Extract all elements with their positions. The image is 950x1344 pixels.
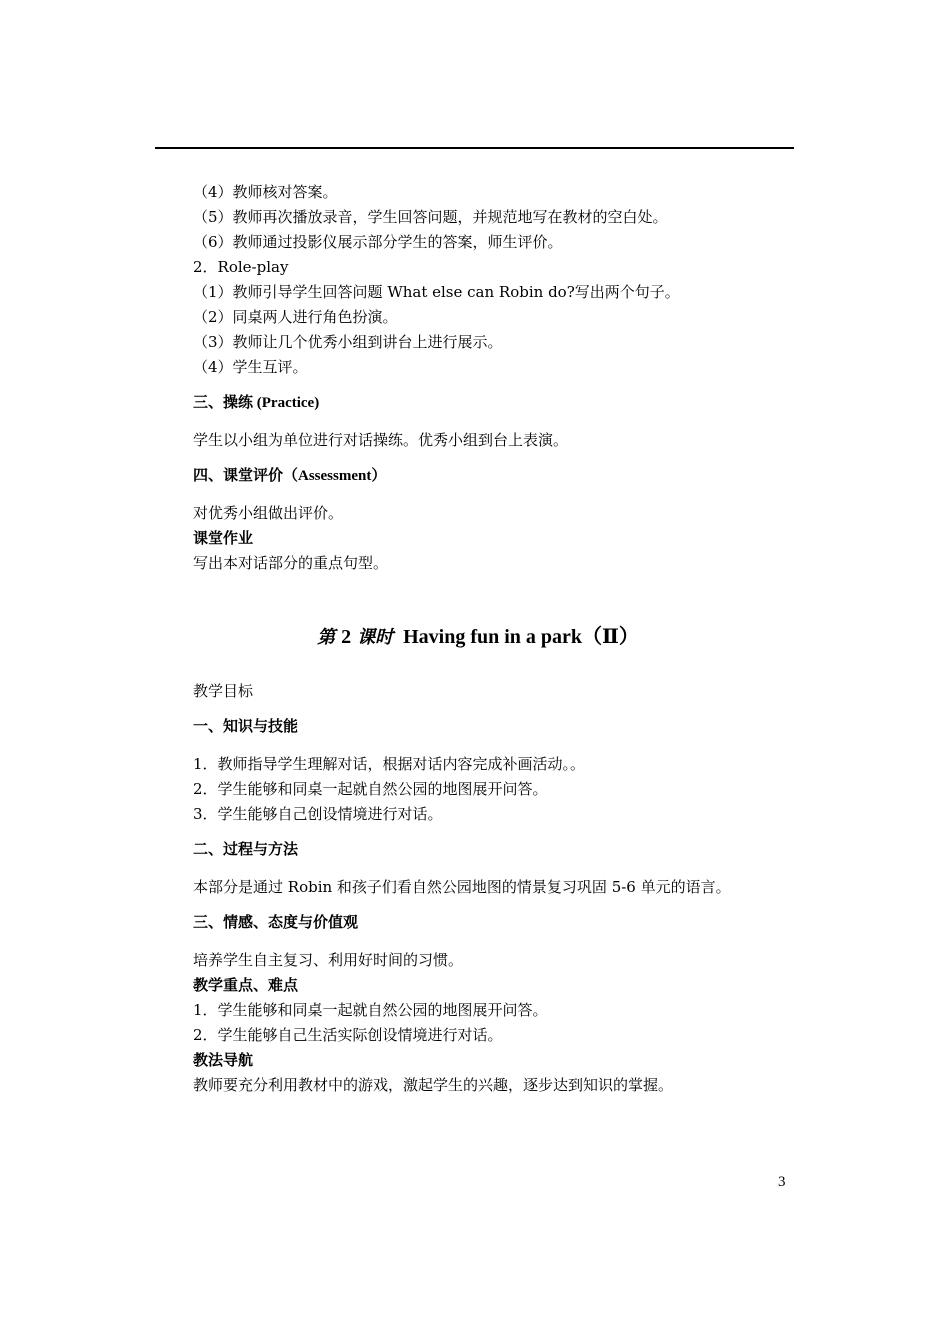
- page-number: 3: [778, 1174, 786, 1190]
- key-points-heading: 教学重点、难点: [193, 976, 299, 994]
- step-line: （2）同桌两人进行角色扮演。: [193, 308, 398, 326]
- method-text: 教师要充分利用教材中的游戏，激起学生的兴趣，逐步达到知识的掌握。: [193, 1076, 674, 1094]
- homework-heading: 课堂作业: [193, 529, 254, 547]
- process-text: 本部分是通过 Robin 和孩子们看自然公园地图的情景复习巩固 5-6 单元的语言。: [193, 878, 731, 896]
- step-line: （6）教师通过投影仪展示部分学生的答案，师生评价。: [193, 233, 563, 251]
- emotion-text: 培养学生自主复习、利用好时间的习惯。: [193, 951, 464, 969]
- method-heading: 教法导航: [193, 1051, 254, 1069]
- practice-text: 学生以小组为单位进行对话操练。优秀小组到台上表演。: [193, 431, 569, 449]
- step-line: （4）教师核对答案。: [193, 183, 338, 201]
- step-line: 2．Role-play: [193, 258, 289, 276]
- objectives-label: 教学目标: [193, 682, 254, 700]
- document-body: [193, 180, 793, 1098]
- list-item: 3．学生能够自己创设情境进行对话。: [193, 805, 443, 823]
- assessment-text: 对优秀小组做出评价。: [193, 504, 344, 522]
- list-item: 2．学生能够和同桌一起就自然公园的地图展开问答。: [193, 780, 548, 798]
- assessment-heading: 四、课堂评价（Assessment）: [193, 466, 387, 484]
- step-line: （1）教师引导学生回答问题 What else can Robin do?写出两个句子。: [193, 283, 680, 301]
- emotion-heading: 三、情感、态度与价值观: [193, 913, 359, 931]
- process-heading: 二、过程与方法: [193, 840, 299, 858]
- step-line: （3）教师让几个优秀小组到讲台上进行展示。: [193, 333, 503, 351]
- list-item: 1．学生能够和同桌一起就自然公园的地图展开问答。: [193, 1001, 548, 1019]
- step-line: （5）教师再次播放录音，学生回答问题，并规范地写在教材的空白处。: [193, 208, 668, 226]
- header-rule: [155, 147, 794, 149]
- list-item: 1．教师指导学生理解对话，根据对话内容完成补画活动。。: [193, 755, 586, 773]
- homework-text: 写出本对话部分的重点句型。: [193, 554, 389, 572]
- knowledge-heading: 一、知识与技能: [193, 717, 299, 735]
- lesson-title: 第 2 课时 Having fun in a park（Ⅱ）: [317, 626, 639, 648]
- practice-heading: 三、操练 (Practice): [193, 393, 320, 411]
- step-line: （4）学生互评。: [193, 358, 308, 376]
- list-item: 2．学生能够自己生活实际创设情境进行对话。: [193, 1026, 503, 1044]
